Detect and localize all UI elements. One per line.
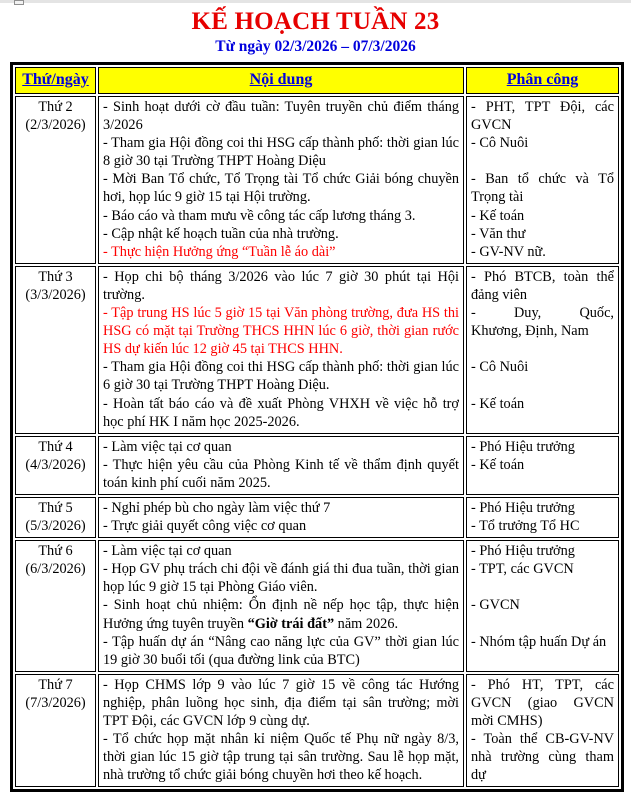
assignment-cell <box>466 540 619 672</box>
content-item: - Cập nhật kế hoạch tuần của nhà trường. <box>103 225 339 242</box>
weekly-plan-table <box>10 62 624 792</box>
assignment-item: - GVCN <box>471 597 520 614</box>
content-item: - Mời Ban Tổ chức, Tổ Trọng tài Tổ chức Giải bóng chuyền hơi, họp lúc 9 giờ 15 tại Hội trường. <box>103 171 459 206</box>
content-item: - Họp chi bộ tháng 3/2026 vào lúc 7 giờ 30 phút tại Hội trường. <box>103 268 459 303</box>
content-item: - Họp GV phụ trách chi đội về đánh giá thi đua tuần, thời gian họp lúc 9 giờ 15 tại Phòng Giáo viên. <box>103 561 459 596</box>
assignment-item: - Phó BTCB, toàn thể đảng viên <box>471 268 614 303</box>
content-cell <box>98 540 464 672</box>
content-item: - Trực giải quyết công việc cơ quan <box>103 518 307 535</box>
day-label: Thứ 6 <box>38 543 73 560</box>
text-line: Khương, Định, Nam <box>471 323 589 340</box>
content-item: - Tổ chức họp mặt nhân kỉ niệm Quốc tế Phụ nữ ngày 8/3, thời gian lúc 15 giờ tập trung tại sân trường. Sau lễ họp mặt, nhà trường tổ chức giải bóng chuyền hơi theo kế hoạch. <box>103 731 459 784</box>
content-item: - Làm việc tại cơ quan <box>103 543 232 560</box>
window-edge-strip <box>0 0 631 3</box>
day-cell <box>15 540 96 672</box>
table-row <box>15 266 619 434</box>
content-item: - Báo cáo và tham mưu về công tác cấp lương tháng 3. <box>103 207 416 224</box>
day-label: Thứ 4 <box>38 438 73 455</box>
content-item: - Họp CHMS lớp 9 vào lúc 7 giờ 15 về công tác Hướng nghiệp, phân luồng học sinh, địa điểm tại sân trường; mời TPT Đội, các GVCN lớp 9 cùng dự. <box>103 676 459 729</box>
content-item: - Tham gia Hội đồng coi thi HSG cấp thành phố: thời gian lúc 6 giờ 30 tại Trường THPT Hoàng Diệu. <box>103 359 459 394</box>
assignment-item <box>471 615 614 633</box>
assignment-item: - Ban tổ chức và Tổ Trọng tài <box>471 171 614 206</box>
content-item: - Hoàn tất báo cáo và đề xuất Phòng VHXH về việc hỗ trợ học phí HK I năm học 2025-2026. <box>103 395 459 430</box>
assignment-item: - Kế toán <box>471 207 525 224</box>
date-label: (5/3/2026) <box>25 518 86 535</box>
date-label: (7/3/2026) <box>25 694 86 711</box>
content-item: - Tham gia Hội đồng coi thi HSG cấp thành phố: thời gian lúc 8 giờ 30 tại Trường THPT Hoàng Diệu <box>103 135 459 170</box>
table-row <box>15 497 619 538</box>
day-cell <box>15 497 96 538</box>
assignment-item: - Phó Hiệu trưởng <box>471 543 575 560</box>
assignment-item: - Cô Nuôi <box>471 359 529 376</box>
content-item: - Sinh hoạt dưới cờ đầu tuần: Tuyên truyền chủ điểm tháng 3/2026 <box>103 99 459 134</box>
assignment-item: - TPT, các GVCN <box>471 561 574 578</box>
content-cell <box>98 674 464 788</box>
page-subtitle: Từ ngày 02/3/2026 – 07/3/2026 <box>215 38 416 56</box>
assignment-item: - Toàn thể CB-GV-NV nhà trường cùng tham dự <box>471 731 614 784</box>
day-cell <box>15 674 96 788</box>
column-header-day: Thứ/ngày <box>15 67 96 94</box>
text-line: - Duy, Quốc, <box>471 305 614 322</box>
date-label: (6/3/2026) <box>25 561 86 578</box>
content-cell <box>98 436 464 495</box>
assignment-item: - Văn thư <box>471 225 526 242</box>
text-run: năm 2026. <box>334 615 399 632</box>
content-item: - Làm việc tại cơ quan <box>103 438 232 455</box>
assignment-cell <box>466 266 619 434</box>
table-row <box>15 436 619 495</box>
day-cell <box>15 266 96 434</box>
table-row <box>15 96 619 264</box>
content-cell <box>98 497 464 538</box>
assignment-item: - Kế toán <box>471 456 525 473</box>
assignment-item <box>471 152 614 170</box>
assignment-item: - Phó HT, TPT, các GVCN (giao GVCN mời CMHS) <box>471 676 614 729</box>
assignment-cell <box>466 674 619 788</box>
content-item: - Thực hiện yêu cầu của Phòng Kinh tế về thẩm định quyết toán kinh phí cuối năm 2025. <box>103 456 459 491</box>
day-cell <box>15 436 96 495</box>
assignment-item: - GV-NV nữ. <box>471 243 546 260</box>
assignment-item: - Phó Hiệu trưởng <box>471 438 575 455</box>
content-item: - Tập trung HS lúc 5 giờ 15 tại Văn phòng trường, đưa HS thi HSG có mặt tại Trường THCS HHN lúc 6 giờ, thời gian rước HS dự kiến lúc 12 giờ 45 tại THCS HHN. <box>103 305 459 358</box>
assignment-item <box>471 340 614 358</box>
assignment-cell <box>466 96 619 264</box>
assignment-item <box>471 376 614 394</box>
assignment-item <box>471 304 614 340</box>
assignment-item: - Phó Hiệu trưởng <box>471 499 575 516</box>
table-row <box>15 540 619 672</box>
table-move-handle-icon[interactable] <box>14 0 24 5</box>
content-item: - Thực hiện Hưởng ứng “Tuần lễ áo dài” <box>103 243 336 260</box>
day-label: Thứ 3 <box>38 268 73 285</box>
assignment-item: - Cô Nuôi <box>471 135 529 152</box>
bold-text-run: “Giờ trái đất” <box>247 615 335 632</box>
day-label: Thứ 7 <box>38 676 73 693</box>
header-row <box>15 67 619 94</box>
assignment-item: - Kế toán <box>471 395 525 412</box>
page-title: KẾ HOẠCH TUẦN 23 <box>191 8 440 35</box>
content-item: - Nghỉ phép bù cho ngày làm việc thứ 7 <box>103 499 331 516</box>
day-label: Thứ 5 <box>38 499 73 516</box>
content-cell <box>98 266 464 434</box>
day-label: Thứ 2 <box>38 99 73 115</box>
date-label: (2/3/2026) <box>25 117 86 134</box>
table-row <box>15 674 619 788</box>
content-item: - Tập huấn dự án “Nâng cao năng lực của GV” thời gian lúc 19 giờ 30 buổi tối (qua đường link của BTC) <box>103 633 459 668</box>
day-cell <box>15 96 96 264</box>
assignment-item <box>471 578 614 596</box>
column-header-assignment: Phân công <box>466 67 619 94</box>
date-label: (3/3/2026) <box>25 286 86 303</box>
assignment-item: - Tổ trưởng Tổ HC <box>471 518 580 535</box>
date-label: (4/3/2026) <box>25 456 86 473</box>
content-item <box>103 596 459 632</box>
content-cell <box>98 96 464 264</box>
column-header-content: Nội dung <box>98 67 464 94</box>
assignment-item: - Nhóm tập huấn Dự án <box>471 633 607 650</box>
assignment-cell <box>466 436 619 495</box>
assignment-cell <box>466 497 619 538</box>
text-run: - Sinh hoạt chủ nhiệm: Ổn định nề nếp học tập, thực hiện Hưởng ứng tuyên truyền <box>103 597 459 632</box>
assignment-item: - PHT, TPT Đội, các GVCN <box>471 99 614 134</box>
